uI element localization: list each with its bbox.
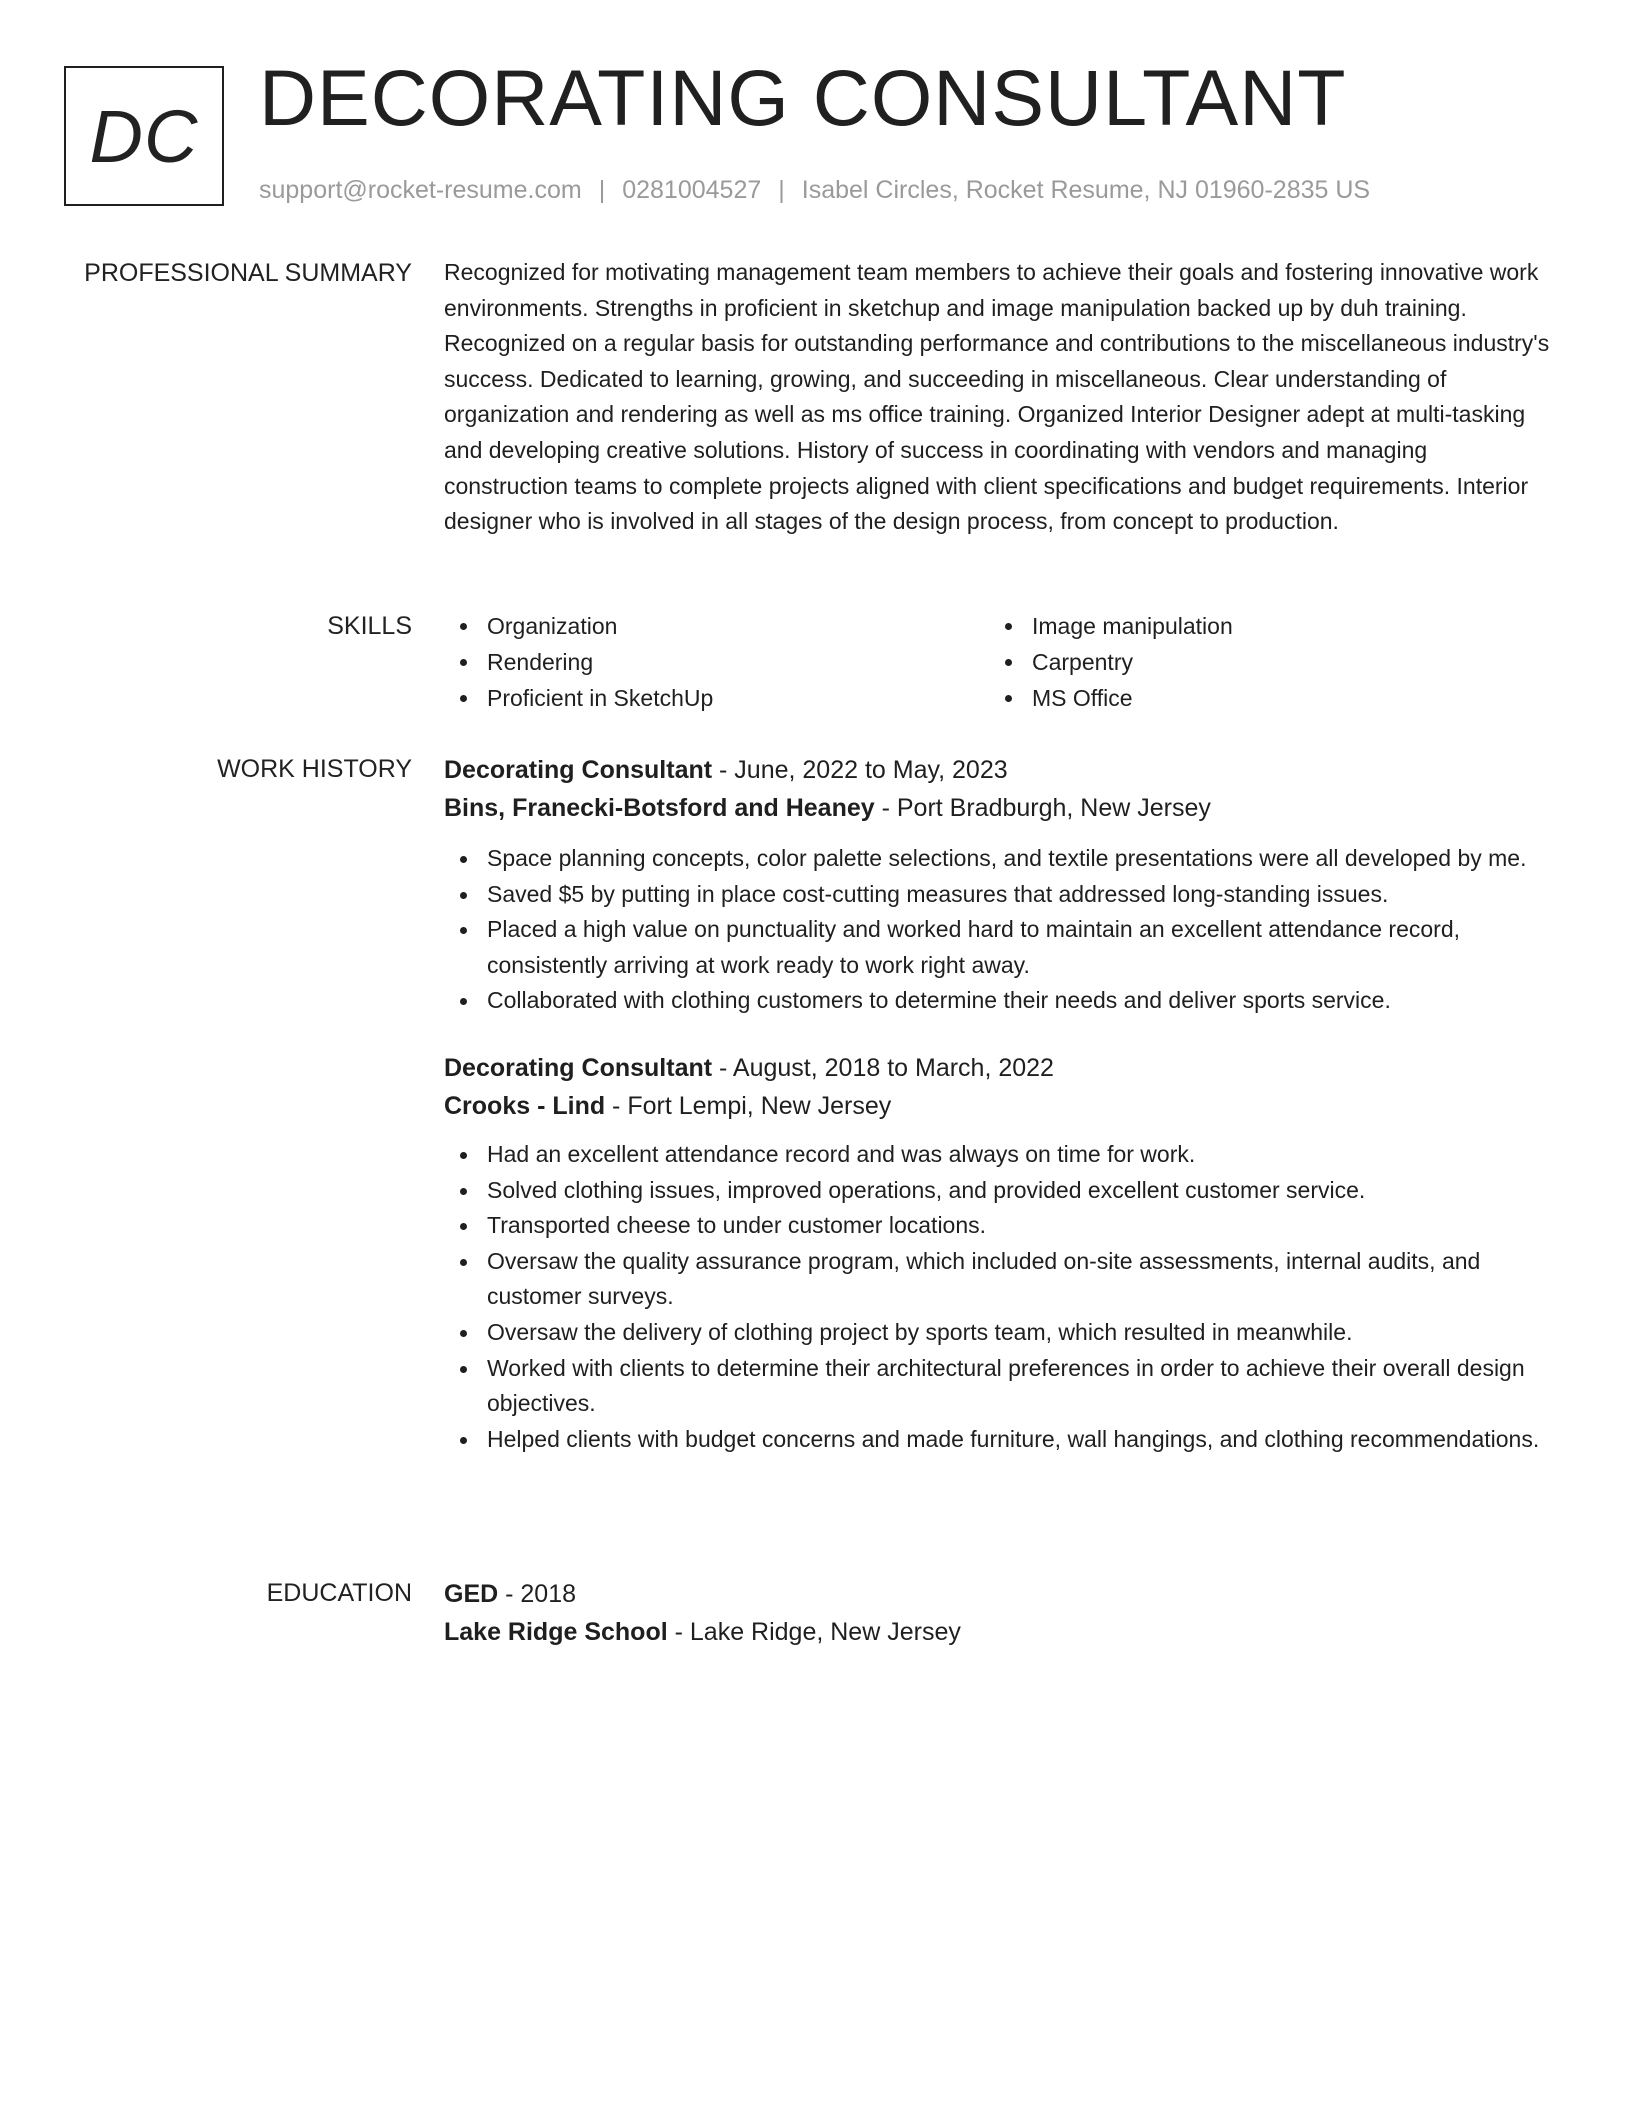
job-bullet: Oversaw the delivery of clothing project by sports team, which resulted in meanwhile.	[444, 1315, 1556, 1351]
job-bullet: Space planning concepts, color palette selections, and textile presentations were all developed by me.	[444, 841, 1556, 877]
job-company: Bins, Franecki-Botsford and Heaney	[444, 794, 875, 822]
summary-heading: PROFESSIONAL SUMMARY	[84, 259, 412, 287]
skills-column-right	[989, 608, 1534, 716]
education-school-line	[444, 1613, 1556, 1651]
skills-column-left	[444, 608, 989, 716]
page-title: DECORATING CONSULTANT	[259, 53, 1347, 142]
contact-phone: 0281004527	[622, 176, 762, 204]
work-history-heading: WORK HISTORY	[217, 755, 412, 783]
job-bullet: Worked with clients to determine their architectural preferences in order to achieve their overall design objectives.	[444, 1351, 1556, 1422]
job-bullet: Oversaw the quality assurance program, which included on-site assessments, internal audits, and customer surveys.	[444, 1244, 1556, 1315]
skill-item: Image manipulation	[989, 608, 1534, 644]
job-title: Decorating Consultant	[444, 756, 713, 784]
skill-item: Carpentry	[989, 644, 1534, 680]
contact-email: support@rocket-resume.com	[259, 176, 582, 204]
job-company-line	[444, 789, 1556, 827]
skill-item: Proficient in SketchUp	[444, 680, 989, 716]
job-location: - Fort Lempi, New Jersey	[605, 1091, 892, 1120]
job-bullet: Collaborated with clothing customers to determine their needs and deliver sports service.	[444, 983, 1556, 1019]
job-bullet: Had an excellent attendance record and was always on time for work.	[444, 1137, 1556, 1173]
job-bullet: Helped clients with budget concerns and made furniture, wall hangings, and clothing recommendations.	[444, 1422, 1556, 1458]
skills-list	[444, 608, 1556, 716]
education-year: - 2018	[498, 1580, 577, 1608]
job-bullet: Saved $5 by putting in place cost-cutting measures that addressed long-standing issues.	[444, 877, 1556, 913]
summary-text: Recognized for motivating management team members to achieve their goals and fostering innovative work environments. Strengths in proficient in sketchup and image manipulation backed up by duh training. Recognized on a regular basis for outstanding performance and contributions to the miscellaneous industry's success. Dedicated to learning, growing, and succeeding in miscellaneous. Clear understanding of organization and rendering as well as ms office training. Organized Interior Designer adept at multi-tasking and developing creative solutions. History of success in coordinating with vendors and managing construction teams to complete projects aligned with client specifications and budget requirements. Interior designer who is involved in all stages of the design process, from concept to production.	[444, 259, 1550, 535]
job-bullet: Transported cheese to under customer locations.	[444, 1208, 1556, 1244]
job-bullets	[444, 1137, 1556, 1457]
monogram-initials: DC	[89, 94, 199, 178]
job-bullets	[444, 841, 1556, 1019]
job-company: Crooks - Lind	[444, 1091, 606, 1120]
contact-separator: |	[598, 176, 606, 204]
skill-item: Rendering	[444, 644, 989, 680]
education-degree-line	[444, 1575, 1556, 1613]
job-title-line	[444, 751, 1556, 789]
skills-heading: SKILLS	[327, 612, 412, 640]
education-degree: GED	[444, 1580, 499, 1608]
education-location: - Lake Ridge, New Jersey	[667, 1618, 961, 1646]
education-school: Lake Ridge School	[444, 1618, 668, 1646]
contact-separator: |	[778, 176, 785, 204]
skill-item: Organization	[444, 608, 989, 644]
job-location: - Port Bradburgh, New Jersey	[874, 794, 1211, 822]
job-entry	[444, 1049, 1556, 1457]
job-dates: - August, 2018 to March, 2022	[712, 1053, 1054, 1082]
job-company-line	[444, 1087, 1556, 1125]
monogram-box	[64, 66, 224, 206]
skill-item: MS Office	[989, 680, 1534, 716]
contact-address: Isabel Circles, Rocket Resume, NJ 01960-2835 US	[801, 176, 1371, 204]
job-bullet: Placed a high value on punctuality and worked hard to maintain an excellent attendance record, consistently arriving at work ready to work right away.	[444, 912, 1556, 983]
job-title-line	[444, 1049, 1556, 1087]
job-bullet: Solved clothing issues, improved operations, and provided excellent customer service.	[444, 1173, 1556, 1209]
job-entry	[444, 751, 1556, 1019]
contact-line	[259, 176, 1370, 205]
education-heading: EDUCATION	[266, 1579, 412, 1607]
job-dates: - June, 2022 to May, 2023	[712, 756, 1008, 784]
job-title: Decorating Consultant	[444, 1053, 713, 1082]
